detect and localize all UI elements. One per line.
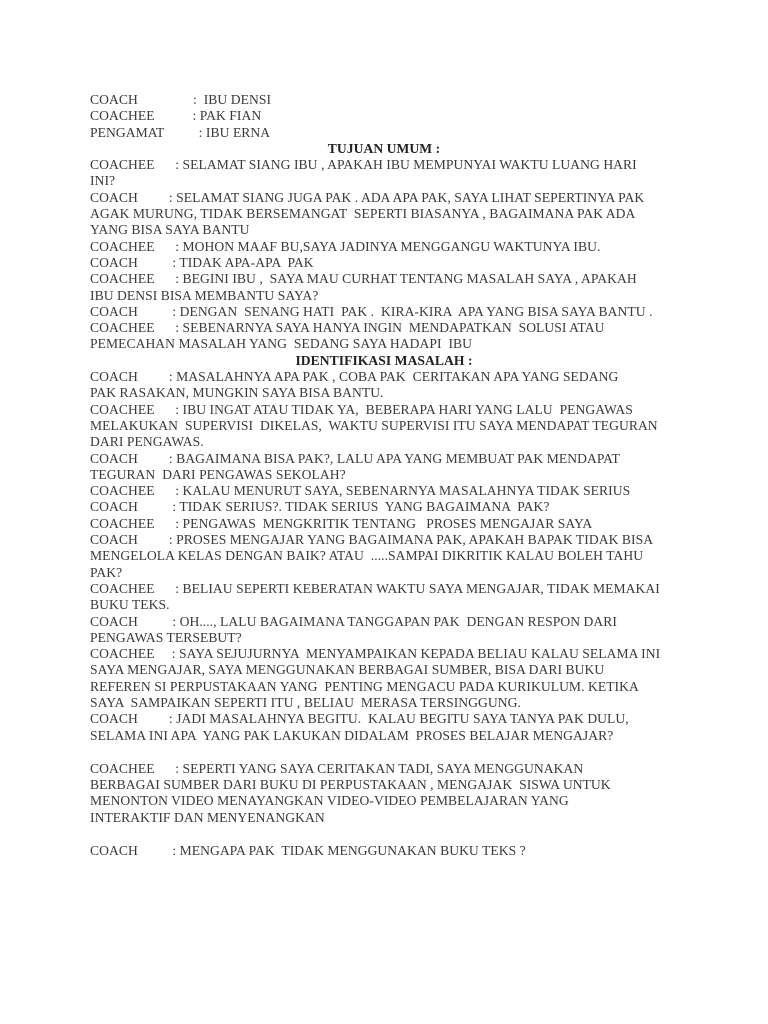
text-line: INTERAKTIF DAN MENYENANGKAN (90, 809, 325, 825)
text-line: YANG BISA SAYA BANTU (90, 222, 250, 238)
section-heading: TUJUAN UMUM : (327, 140, 441, 156)
text-line: SAYA MENGAJAR, SAYA MENGGUNAKAN BERBAGAI SUMBER, BISA DARI BUKU (90, 662, 605, 678)
text-line: PAK RASAKAN, MUNGKIN SAYA BISA BANTU. (90, 385, 384, 401)
text-line: AGAK MURUNG, TIDAK BERSEMANGAT SEPERTI BIASANYA , BAGAIMANA PAK ADA (90, 206, 636, 222)
blank-line (90, 744, 690, 761)
text-line: IBU DENSI BISA MEMBANTU SAYA? (90, 287, 319, 303)
text-line: PENGAMAT : IBU ERNA (90, 124, 271, 140)
text-line: COACHEE : BELIAU SEPERTI KEBERATAN WAKTU SAYA MENGAJAR, TIDAK MEMAKAI (90, 580, 660, 596)
document-page (90, 92, 690, 859)
text-line: MENONTON VIDEO MENAYANGKAN VIDEO-VIDEO PEMBELAJARAN YANG (90, 793, 569, 809)
text-line: COACHEE : SELAMAT SIANG IBU , APAKAH IBU MEMPUNYAI WAKTU LUANG HARI (90, 157, 637, 173)
section-heading: IDENTIFIKASI MASALAH : (295, 352, 473, 368)
text-line: COACH : DENGAN SENANG HATI PAK . KIRA-KIRA APA YANG BISA SAYA BANTU . (90, 303, 653, 319)
text-line: BERBAGAI SUMBER DARI BUKU DI PERPUSTAKAAN , MENGAJAK SISWA UNTUK (90, 777, 611, 793)
text-line: COACHEE : MOHON MAAF BU,SAYA JADINYA MENGGANGU WAKTUNYA IBU. (90, 238, 601, 254)
text-line: COACH : IBU DENSI (90, 92, 272, 107)
text-line: MELAKUKAN SUPERVISI DIKELAS, WAKTU SUPERVISI ITU SAYA MENDAPAT TEGURAN (90, 417, 658, 433)
text-line: COACHEE : SEPERTI YANG SAYA CERITAKAN TADI, SAYA MENGGUNAKAN (90, 760, 584, 776)
text-line: PEMECAHAN MASALAH YANG SEDANG SAYA HADAPI IBU (90, 336, 473, 352)
text-line: MENGELOLA KELAS DENGAN BAIK? ATAU .....SAMPAI DIKRITIK KALAU BOLEH TAHU (90, 548, 644, 564)
text-line: COACH : SELAMAT SIANG JUGA PAK . ADA APA PAK, SAYA LIHAT SEPERTINYA PAK (90, 189, 645, 205)
text-line: DARI PENGAWAS. (90, 434, 204, 450)
text-line: BUKU TEKS. (90, 597, 170, 613)
text-line: COACHEE : BEGINI IBU , SAYA MAU CURHAT TENTANG MASALAH SAYA , APAKAH (90, 271, 637, 287)
text-line: COACH : BAGAIMANA BISA PAK?, LALU APA YANG MEMBUAT PAK MENDAPAT (90, 450, 620, 466)
text-line: COACH : MASALAHNYA APA PAK , COBA PAK CERITAKAN APA YANG SEDANG (90, 369, 619, 385)
text-line: COACHEE : SEBENARNYA SAYA HANYA INGIN MENDAPATKAN SOLUSI ATAU (90, 320, 605, 336)
text-line: COACHEE : SAYA SEJUJURNYA MENYAMPAIKAN KEPADA BELIAU KALAU SELAMA INI (90, 646, 661, 662)
text-line: COACH : MENGAPA PAK TIDAK MENGGUNAKAN BUKU TEKS ? (90, 843, 526, 859)
blank-line (90, 826, 690, 843)
text-line: COACHEE : PAK FIAN (90, 108, 262, 124)
text-line: SELAMA INI APA YANG PAK LAKUKAN DIDALAM PROSES BELAJAR MENGAJAR? (90, 727, 614, 743)
text-line: COACH : PROSES MENGAJAR YANG BAGAIMANA PAK, APAKAH BAPAK TIDAK BISA (90, 532, 654, 548)
text-line: PAK? (90, 564, 123, 580)
text-line: COACHEE : IBU INGAT ATAU TIDAK YA, BEBERAPA HARI YANG LALU PENGAWAS (90, 401, 633, 417)
text-line: COACHEE : KALAU MENURUT SAYA, SEBENARNYA MASALAHNYA TIDAK SERIUS (90, 483, 631, 499)
text-line: COACH : TIDAK APA-APA PAK (90, 254, 314, 270)
text-line: REFEREN SI PERPUSTAKAAN YANG PENTING MENGACU PADA KURIKULUM. KETIKA (90, 678, 639, 694)
text-line: COACHEE : PENGAWAS MENGKRITIK TENTANG PROSES MENGAJAR SAYA (90, 515, 593, 531)
text-line: COACH : OH...., LALU BAGAIMANA TANGGAPAN PAK DENGAN RESPON DARI (90, 613, 617, 629)
text-line: PENGAWAS TERSEBUT? (90, 629, 242, 645)
text-line: SAYA SAMPAIKAN SEPERTI ITU , BELIAU MERASA TERSINGGUNG. (90, 694, 521, 710)
text-line: COACH : TIDAK SERIUS?. TIDAK SERIUS YANG BAGAIMANA PAK? (90, 499, 550, 515)
text-line: COACH : JADI MASALAHNYA BEGITU. KALAU BEGITU SAYA TANYA PAK DULU, (90, 711, 629, 727)
text-line: INI? (90, 173, 116, 189)
text-line: TEGURAN DARI PENGAWAS SEKOLAH? (90, 466, 346, 482)
